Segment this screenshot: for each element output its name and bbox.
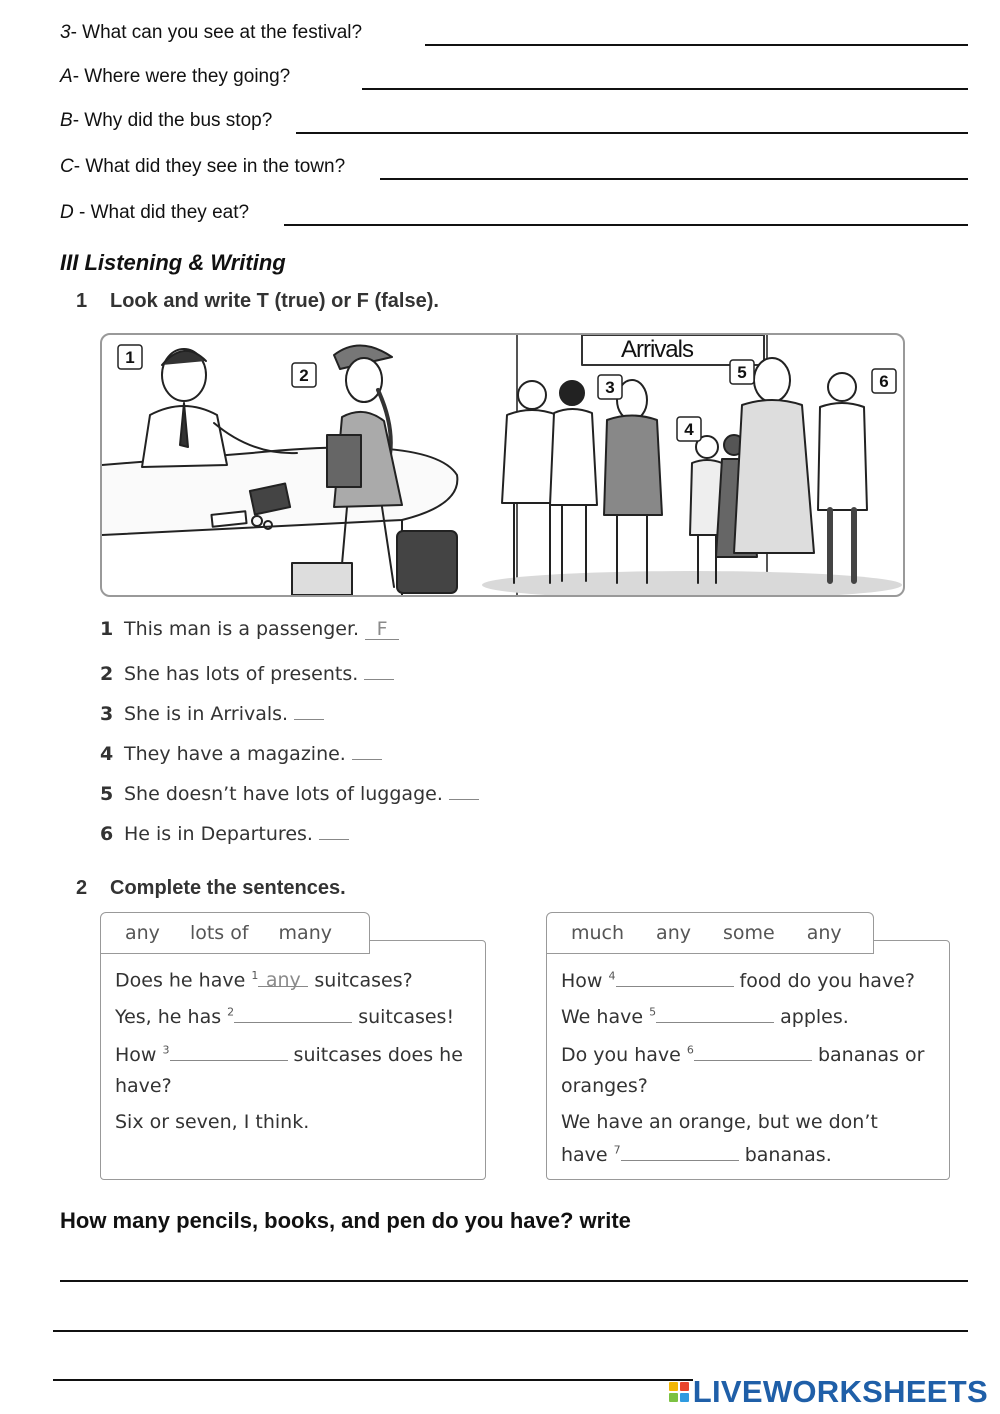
gap-7[interactable] [621,1143,739,1161]
word: some [722,922,775,944]
answer-line[interactable] [296,132,968,134]
answer-blank[interactable] [294,698,324,720]
item-number: 4 [100,743,114,765]
tag-2: 2 [299,366,309,385]
logo-icon [669,1382,689,1402]
answer-line[interactable] [284,224,968,226]
item-number: 6 [100,823,114,845]
answer-blank[interactable] [319,818,349,840]
word: much [571,922,625,944]
tag-6: 6 [879,372,889,391]
sentence-text: We have [561,1006,644,1028]
item-number: 1 [100,618,114,640]
item-number: 3 [100,703,114,725]
item-text: He is in Departures. [124,823,313,845]
gap-2[interactable] [234,1005,352,1023]
sentence-7 [561,1043,924,1066]
gap-number: 1 [251,969,259,982]
question-3 [60,16,968,46]
section-title: III Listening & Writing [60,250,286,275]
logo-square [680,1393,689,1402]
question-letter: C [60,156,74,177]
writing-line-2[interactable] [53,1330,968,1332]
item-text: She is in Arrivals. [124,703,289,725]
tf-item-1 [100,618,399,640]
exercise-number: 2 [76,877,88,899]
item-text: She has lots of presents. [124,663,359,685]
question-text: - What did they eat? [73,202,250,223]
answer-line[interactable] [380,178,968,180]
tag-1: 1 [125,348,135,367]
gap-3[interactable] [170,1043,288,1061]
question-letter: A [60,66,73,87]
sentence-2 [115,1005,454,1028]
word: many [278,922,332,944]
question-letter: B [60,110,73,131]
sentence-6 [561,1005,849,1028]
gap-4[interactable] [616,969,734,987]
sentence-4: Six or seven, I think. [115,1111,310,1133]
answer-line[interactable] [362,88,968,90]
tf-item-6 [100,818,349,845]
answer-blank[interactable] [352,738,382,760]
word: any [806,922,842,944]
liveworksheets-logo[interactable] [669,1374,988,1410]
sentence-text: have [561,1144,608,1166]
sentence-text: suitcases? [314,969,413,992]
exercise-number: 1 [76,290,88,312]
sentence-text: Do you have [561,1044,681,1066]
logo-text: LIVEWORKSHEETS [692,1374,988,1409]
sentence-text: Yes, he has [115,1006,222,1028]
answer-line[interactable] [425,44,968,46]
sentence-text: suitcases! [358,1006,455,1028]
tf-item-2 [100,658,394,685]
sentence-text: bananas or [817,1044,925,1066]
gap-1[interactable]: any [258,969,308,987]
logo-square [680,1382,689,1391]
gap-number: 6 [686,1043,694,1057]
writing-line-1[interactable] [60,1280,968,1282]
question-text: - Where were they going? [72,66,291,87]
question-a [60,60,968,90]
sentence-text: apples. [780,1006,849,1028]
question-text: - Why did the bus stop? [72,110,273,131]
item-text: She doesn’t have lots of luggage. [124,783,443,805]
gap-number: 7 [613,1143,621,1157]
airport-scene [102,335,905,597]
item-text: They have a magazine. [124,743,346,765]
sentence-text: How [115,1044,157,1066]
gap-5[interactable] [656,1005,774,1023]
tag-3: 3 [605,378,615,397]
tf-item-5 [100,778,479,805]
item-number: 5 [100,783,114,805]
word-box-right [546,912,874,954]
exercise-instruction: Look and write T (true) or F (false). [110,290,439,312]
arrivals-sign: Arrivals [620,336,694,363]
sentence-text: How [561,970,603,992]
gap-number: 2 [227,1005,235,1019]
sentence-3 [115,1043,463,1066]
answer-blank[interactable] [449,778,479,800]
tf-item-3 [100,698,324,725]
sentence-8: We have an orange, but we don’t [561,1111,878,1133]
exercise-instruction: Complete the sentences. [110,877,346,899]
exercise-2-title [76,877,346,900]
question-text: - What can you see at the festival? [70,22,363,43]
gap-number: 5 [649,1005,657,1019]
logo-square [669,1393,678,1402]
tag-5: 5 [737,363,747,382]
answer-blank[interactable]: F [365,618,399,640]
question-c [60,150,968,180]
tag-4: 4 [684,420,694,439]
sentence-text: suitcases does he [293,1044,463,1066]
sentence-7-cont: oranges? [561,1075,648,1097]
item-number: 2 [100,663,114,685]
exercise-1-title [76,290,439,313]
sentence-3-cont: have? [115,1075,172,1097]
sentence-text: bananas. [744,1144,832,1166]
sentence-panel-right [546,940,950,1180]
sentence-text: food do you have? [739,970,915,992]
sentence-5 [561,969,915,992]
writing-question: How many pencils, books, and pen do you have? write [60,1208,631,1233]
gap-6[interactable] [694,1043,812,1061]
question-d [60,196,968,226]
answer-blank[interactable] [364,658,394,680]
gap-number: 4 [608,969,616,983]
question-text: - What did they see in the town? [73,156,346,177]
writing-line-3[interactable] [53,1379,693,1381]
word: lots of [189,922,249,944]
gap-number: 3 [162,1043,170,1057]
tf-item-4 [100,738,382,765]
word-box-left [100,912,370,954]
word: any [656,922,691,944]
airport-illustration [100,333,905,597]
sentence-text: Does he have [115,969,246,992]
sentence-panel-left [100,940,486,1180]
logo-square [669,1382,678,1391]
sentence-1 [115,969,413,991]
sentence-8-cont [561,1143,832,1166]
word: any [125,922,160,944]
question-b [60,104,968,134]
question-letter: D [60,202,74,223]
item-text: This man is a passenger. [124,618,360,640]
question-letter: 3 [60,22,71,43]
